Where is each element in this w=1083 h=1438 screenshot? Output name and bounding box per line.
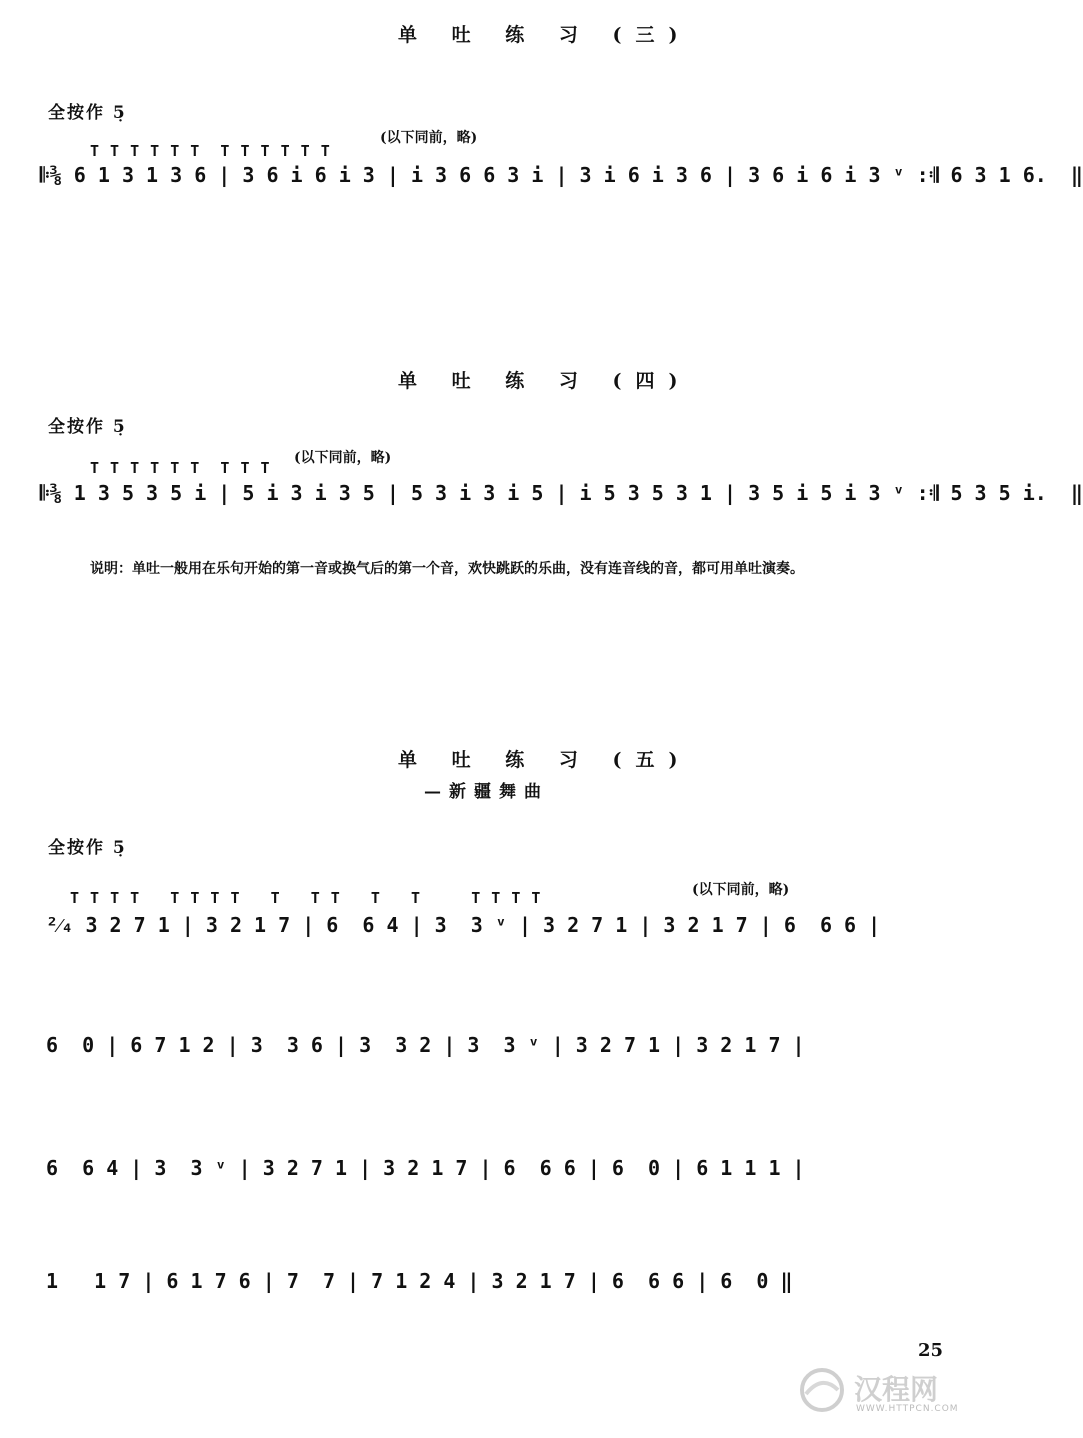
exercise-4-notation: 𝄆⅜ 1 3 5 3 5 i | 5 i 3 i 3 5 | 5 3 i 3 i 5 | i 5 3 5 3 1 | 3 5 i 5 i 3 ᵛ :𝄇 5 3 5 i. ‖ (40, 481, 1083, 505)
exercise-5-tonguing: T T T T T T T T T T T T T T T T T (70, 889, 542, 907)
exercise-3-notation: 𝄆⅜ 6 1 3 1 3 6 | 3 6 i 6 i 3 | i 3 6 6 3 i | 3 i 6 i 3 6 | 3 6 i 6 i 3 ᵛ :𝄇 6 3 1 6. ‖ (40, 163, 1083, 187)
page-number: 25 (918, 1340, 944, 1361)
watermark-logo-icon (792, 1364, 852, 1414)
exercise-3-title: 单 吐 练 习 (三) (398, 24, 692, 46)
exercise-5-remark: (以下同前，略) (692, 882, 790, 898)
exercise-4-key: 全按作 5̣ (48, 417, 127, 437)
watermark (792, 1364, 962, 1424)
exercise-5-key: 全按作 5̣ (48, 838, 127, 858)
exercise-5-line-3: 6 6 4 | 3 3 ᵛ | 3 2 7 1 | 3 2 1 7 | 6 6 6 | 6 0 | 6 1 1 1 | (46, 1156, 805, 1180)
watermark-url: WWW.HTTPCN.COM (856, 1404, 959, 1414)
exercise-4-title: 单 吐 练 习 (四) (398, 370, 692, 392)
exercise-5-title: 单 吐 练 习 (五) (398, 749, 692, 771)
exercise-3-key: 全按作 5̣ (48, 103, 127, 123)
exercise-4-remark: (以下同前，略) (294, 450, 392, 466)
exercise-5-line-4: 1 1 7 | 6 1 7 6 | 7 7 | 7 1 2 4 | 3 2 1 7 | 6 6 6 | 6 0 ‖ (46, 1269, 793, 1293)
exercise-4-tonguing: T T T T T T T T T (90, 459, 271, 477)
exercise-5-subtitle: —新疆舞曲 (424, 782, 549, 802)
exercise-3-remark: (以下同前，略) (380, 130, 478, 146)
exercise-5-line-1: ²⁄₄ 3 2 7 1 | 3 2 1 7 | 6 6 4 | 3 3 ᵛ | 3 2 7 1 | 3 2 1 7 | 6 6 6 | (46, 913, 881, 937)
exercise-3-tonguing: T T T T T T T T T T T T (90, 142, 331, 160)
watermark-name: 汉程网 (854, 1373, 939, 1406)
explanation-note: 说明：单吐一般用在乐句开始的第一音或换气后的第一个音，欢快跳跃的乐曲，没有连音线的音，都可用单吐演奏。 (90, 561, 804, 577)
exercise-5-line-2: 6 0 | 6 7 1 2 | 3 3 6 | 3 3 2 | 3 3 ᵛ | 3 2 7 1 | 3 2 1 7 | (46, 1033, 805, 1057)
